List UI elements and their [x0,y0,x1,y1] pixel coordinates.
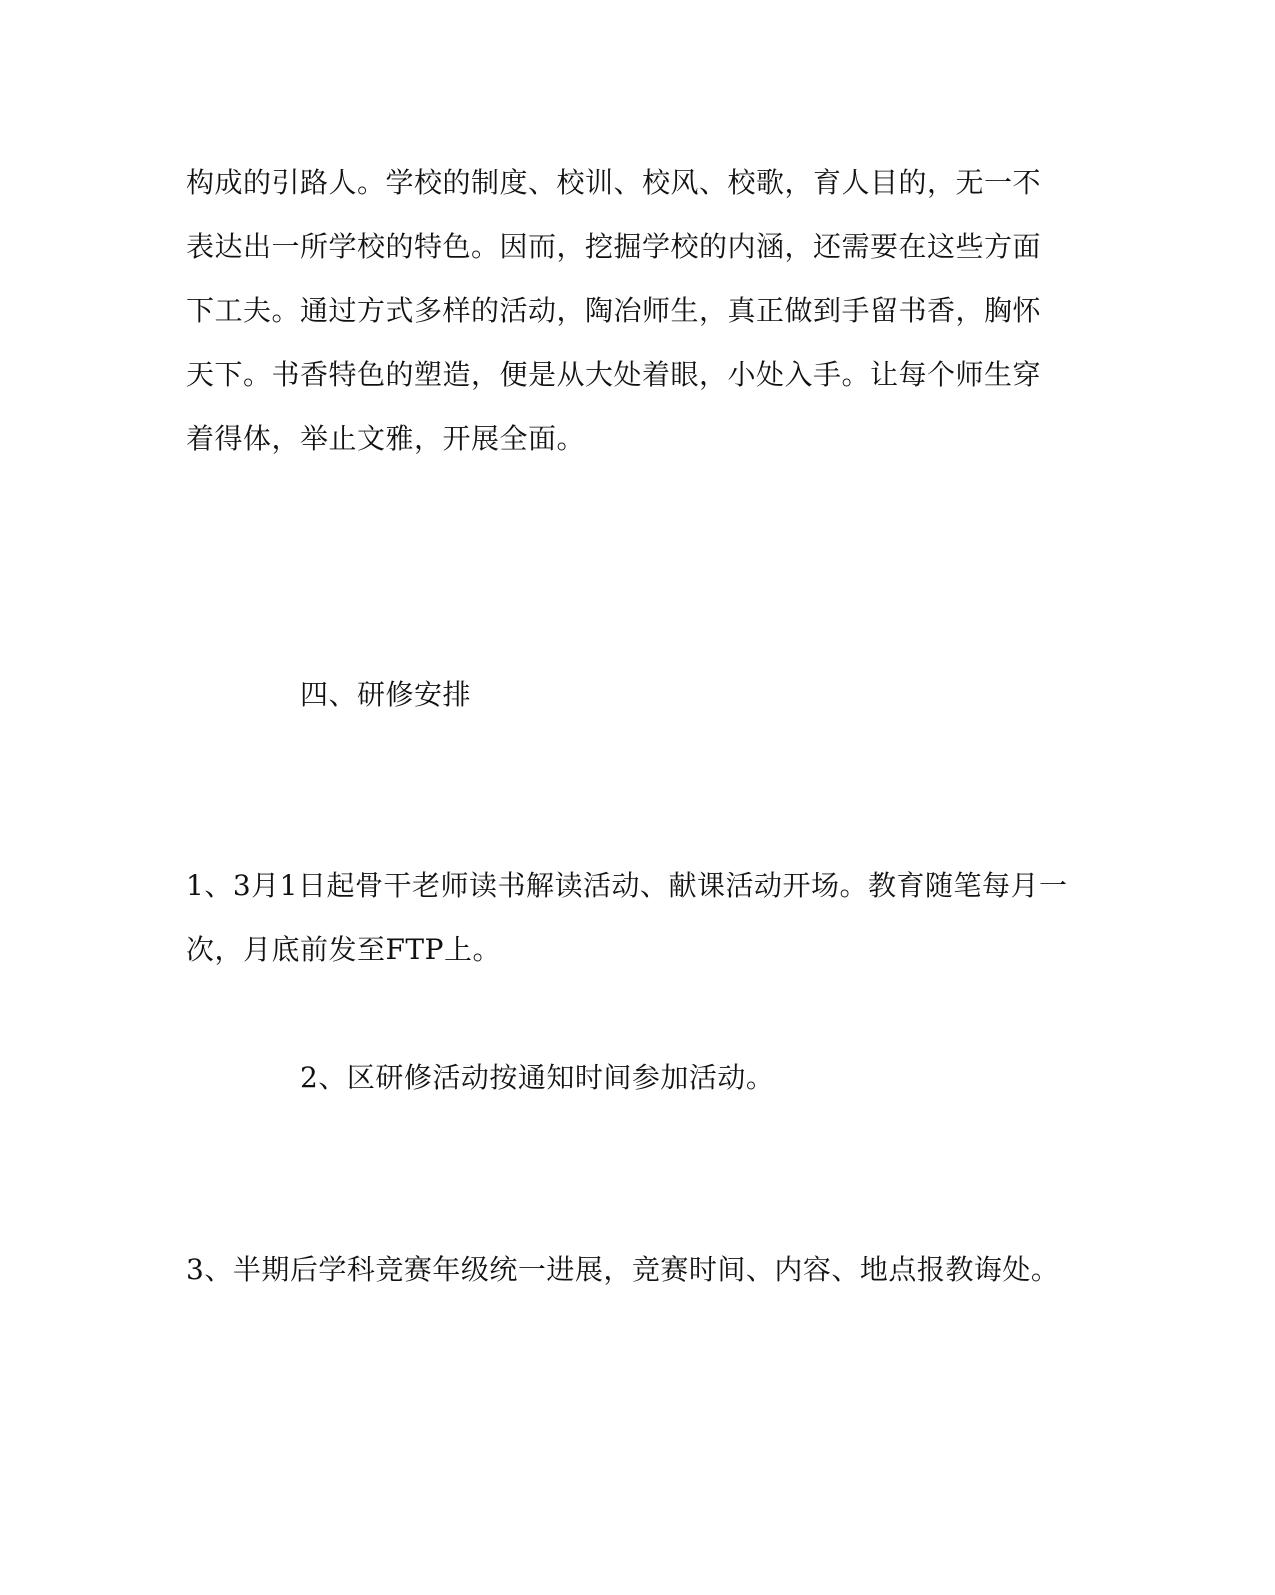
list-item-3: 3、半期后学科竞赛年级统一进展，竞赛时间、内容、地点报教诲处。 [186,1253,1060,1286]
paragraph-line: 天下。书香特色的塑造，便是从大处着眼，小处入手。让每个师生穿 [186,358,1042,391]
section-heading: 四、研修安排 [300,678,472,711]
list-item-1-line: 次，月底前发至FTP上。 [186,933,501,966]
list-item-2: 2、区研修活动按通知时间参加活动。 [300,1061,775,1094]
list-item-1-line: 1、3月1日起骨干老师读书解读活动、献课活动开场。教育随笔每月一 [186,869,1068,902]
paragraph-line: 表达出一所学校的特色。因而，挖掘学校的内涵，还需要在这些方面 [186,230,1042,263]
paragraph-line: 构成的引路人。学校的制度、校训、校风、校歌，育人目的，无一不 [186,166,1042,199]
paragraph-line: 着得体，举止文雅，开展全面。 [186,422,586,455]
paragraph-line: 下工夫。通过方式多样的活动，陶冶师生，真正做到手留书香，胸怀 [186,294,1042,327]
